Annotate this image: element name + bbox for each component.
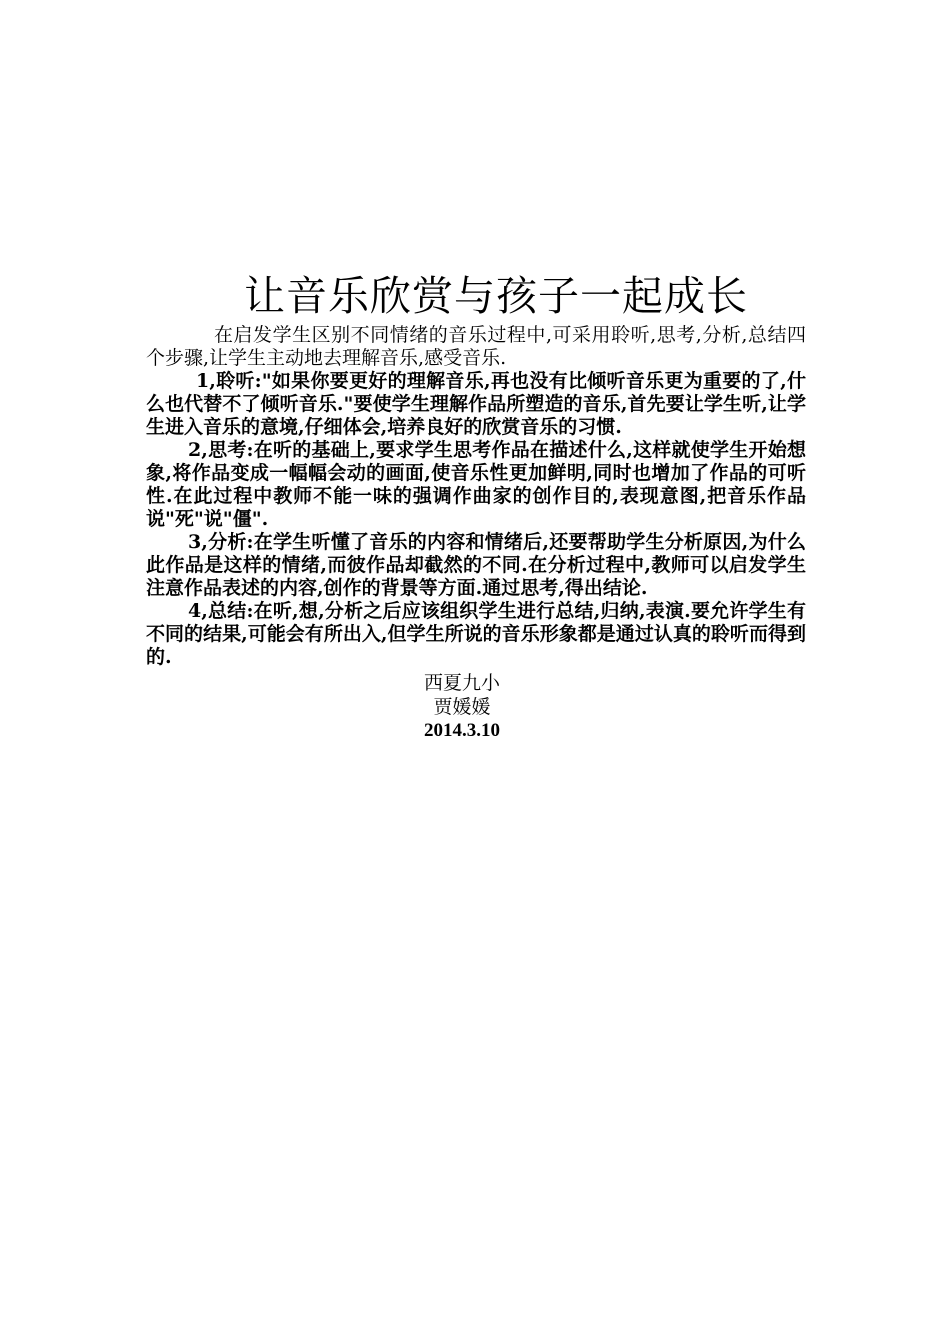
signature-author: 贾媛媛 xyxy=(433,696,491,718)
step-listen-paragraph: 1,聆听:"如果你要更好的理解音乐,再也没有比倾听音乐更为重要的了,什么也代替不了倾听音乐."要使学生理解作品所塑造的音乐,首先要让学生听,让学生进入音乐的意境,仔细体会,培养良好的欣赏音乐的习惯. xyxy=(146,370,806,438)
intro-paragraph: 在启发学生区别不同情绪的音乐过程中,可采用聆听,思考,分析,总结四个步骤,让学生主动地去理解音乐,感受音乐. xyxy=(146,324,806,369)
document-body xyxy=(146,268,806,743)
step-summarize-paragraph: 4,总结:在听,想,分析之后应该组织学生进行总结,归纳,表演.要允许学生有不同的结果,可能会有所出入,但学生所说的音乐形象都是通过认真的聆听而得到的. xyxy=(146,600,806,668)
signature-date: 2014.3.10 xyxy=(424,720,500,741)
document-title: 让音乐欣赏与孩子一起成长 xyxy=(244,272,748,320)
step-analyze-paragraph: 3,分析:在学生听懂了音乐的内容和情绪后,还要帮助学生分析原因,为什么此作品是这样的情绪,而彼作品却截然的不同.在分析过程中,教师可以启发学生注意作品表述的内容,创作的背景等方面.通过思考,得出结论. xyxy=(146,531,806,599)
signature-school: 西夏九小 xyxy=(423,672,500,694)
signature-block xyxy=(382,671,542,743)
step-think-paragraph: 2,思考:在听的基础上,要求学生思考作品在描述什么,这样就使学生开始想象,将作品变成一幅幅会动的画面,使音乐性更加鲜明,同时也增加了作品的可听性.在此过程中教师不能一味的强调作曲家的创作目的,表现意图,把音乐作品说"死"说"僵". xyxy=(146,439,806,530)
